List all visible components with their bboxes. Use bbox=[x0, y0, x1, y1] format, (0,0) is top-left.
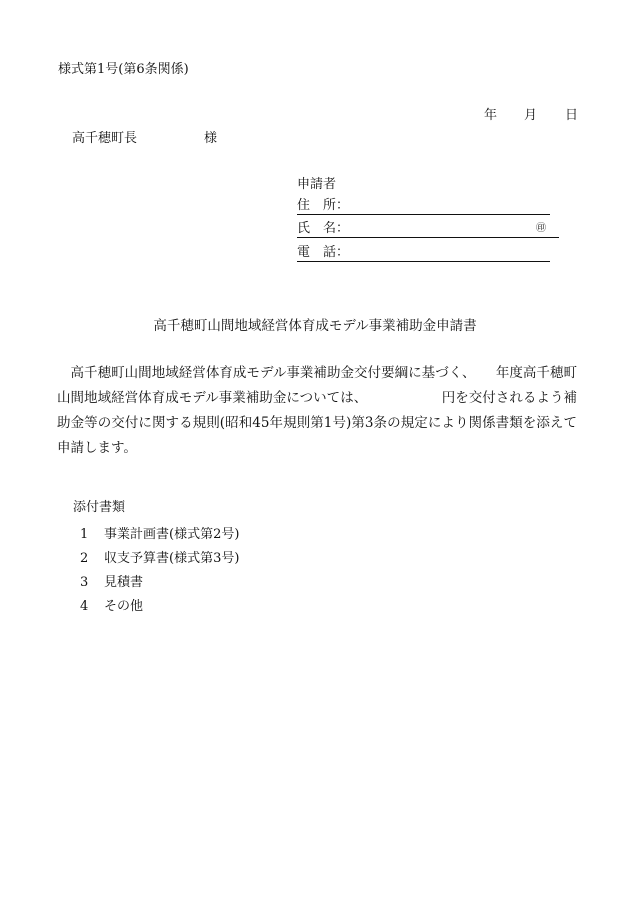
item-number: 3 bbox=[80, 575, 89, 590]
name-field[interactable] bbox=[297, 221, 559, 238]
attachments-list bbox=[80, 523, 239, 619]
body-line: 助金等の交付に関する規則(昭和45年規則第1号)第3条の規定により関係書類を添えて bbox=[57, 415, 577, 431]
item-number: 2 bbox=[80, 551, 89, 566]
seal-mark: ㊞ bbox=[536, 223, 546, 234]
item-label: 見積書 bbox=[104, 575, 144, 590]
item-label: 事業計画書(様式第2号) bbox=[104, 527, 240, 542]
attachments-heading: 添付書類 bbox=[73, 500, 126, 515]
body-line: 高千穂町山間地域経営体育成モデル事業補助金交付要綱に基づく、 年度高千穂町 bbox=[57, 365, 577, 381]
list-item bbox=[80, 595, 239, 619]
addressee-honorific: 様 bbox=[204, 131, 218, 146]
name-label: 氏 名： bbox=[297, 221, 350, 236]
list-item bbox=[80, 547, 239, 571]
body-line: 山間地域経営体育成モデル事業補助金については、 円を交付されるよう補 bbox=[57, 390, 577, 406]
body-line: 申請します。 bbox=[57, 440, 137, 456]
address-field[interactable] bbox=[297, 198, 550, 215]
addressee-name: 高千穂町長 bbox=[72, 131, 138, 146]
item-number: 1 bbox=[80, 527, 89, 542]
item-number: 4 bbox=[80, 599, 89, 614]
list-item bbox=[80, 523, 239, 547]
form-number: 様式第1号(第6条関係) bbox=[58, 62, 189, 77]
phone-label: 電 話： bbox=[297, 245, 350, 260]
date-year-label: 年 bbox=[484, 108, 498, 123]
list-item bbox=[80, 571, 239, 595]
applicant-heading: 申請者 bbox=[297, 177, 337, 192]
address-label: 住 所： bbox=[297, 198, 350, 213]
document-title: 高千穂町山間地域経営体育成モデル事業補助金申請書 bbox=[153, 318, 477, 334]
body-paragraph bbox=[57, 361, 577, 461]
phone-field[interactable] bbox=[297, 245, 550, 262]
date-day-label: 日 bbox=[565, 108, 579, 123]
item-label: 収支予算書(様式第3号) bbox=[104, 551, 240, 566]
date-month-label: 月 bbox=[524, 108, 538, 123]
item-label: その他 bbox=[104, 599, 144, 614]
